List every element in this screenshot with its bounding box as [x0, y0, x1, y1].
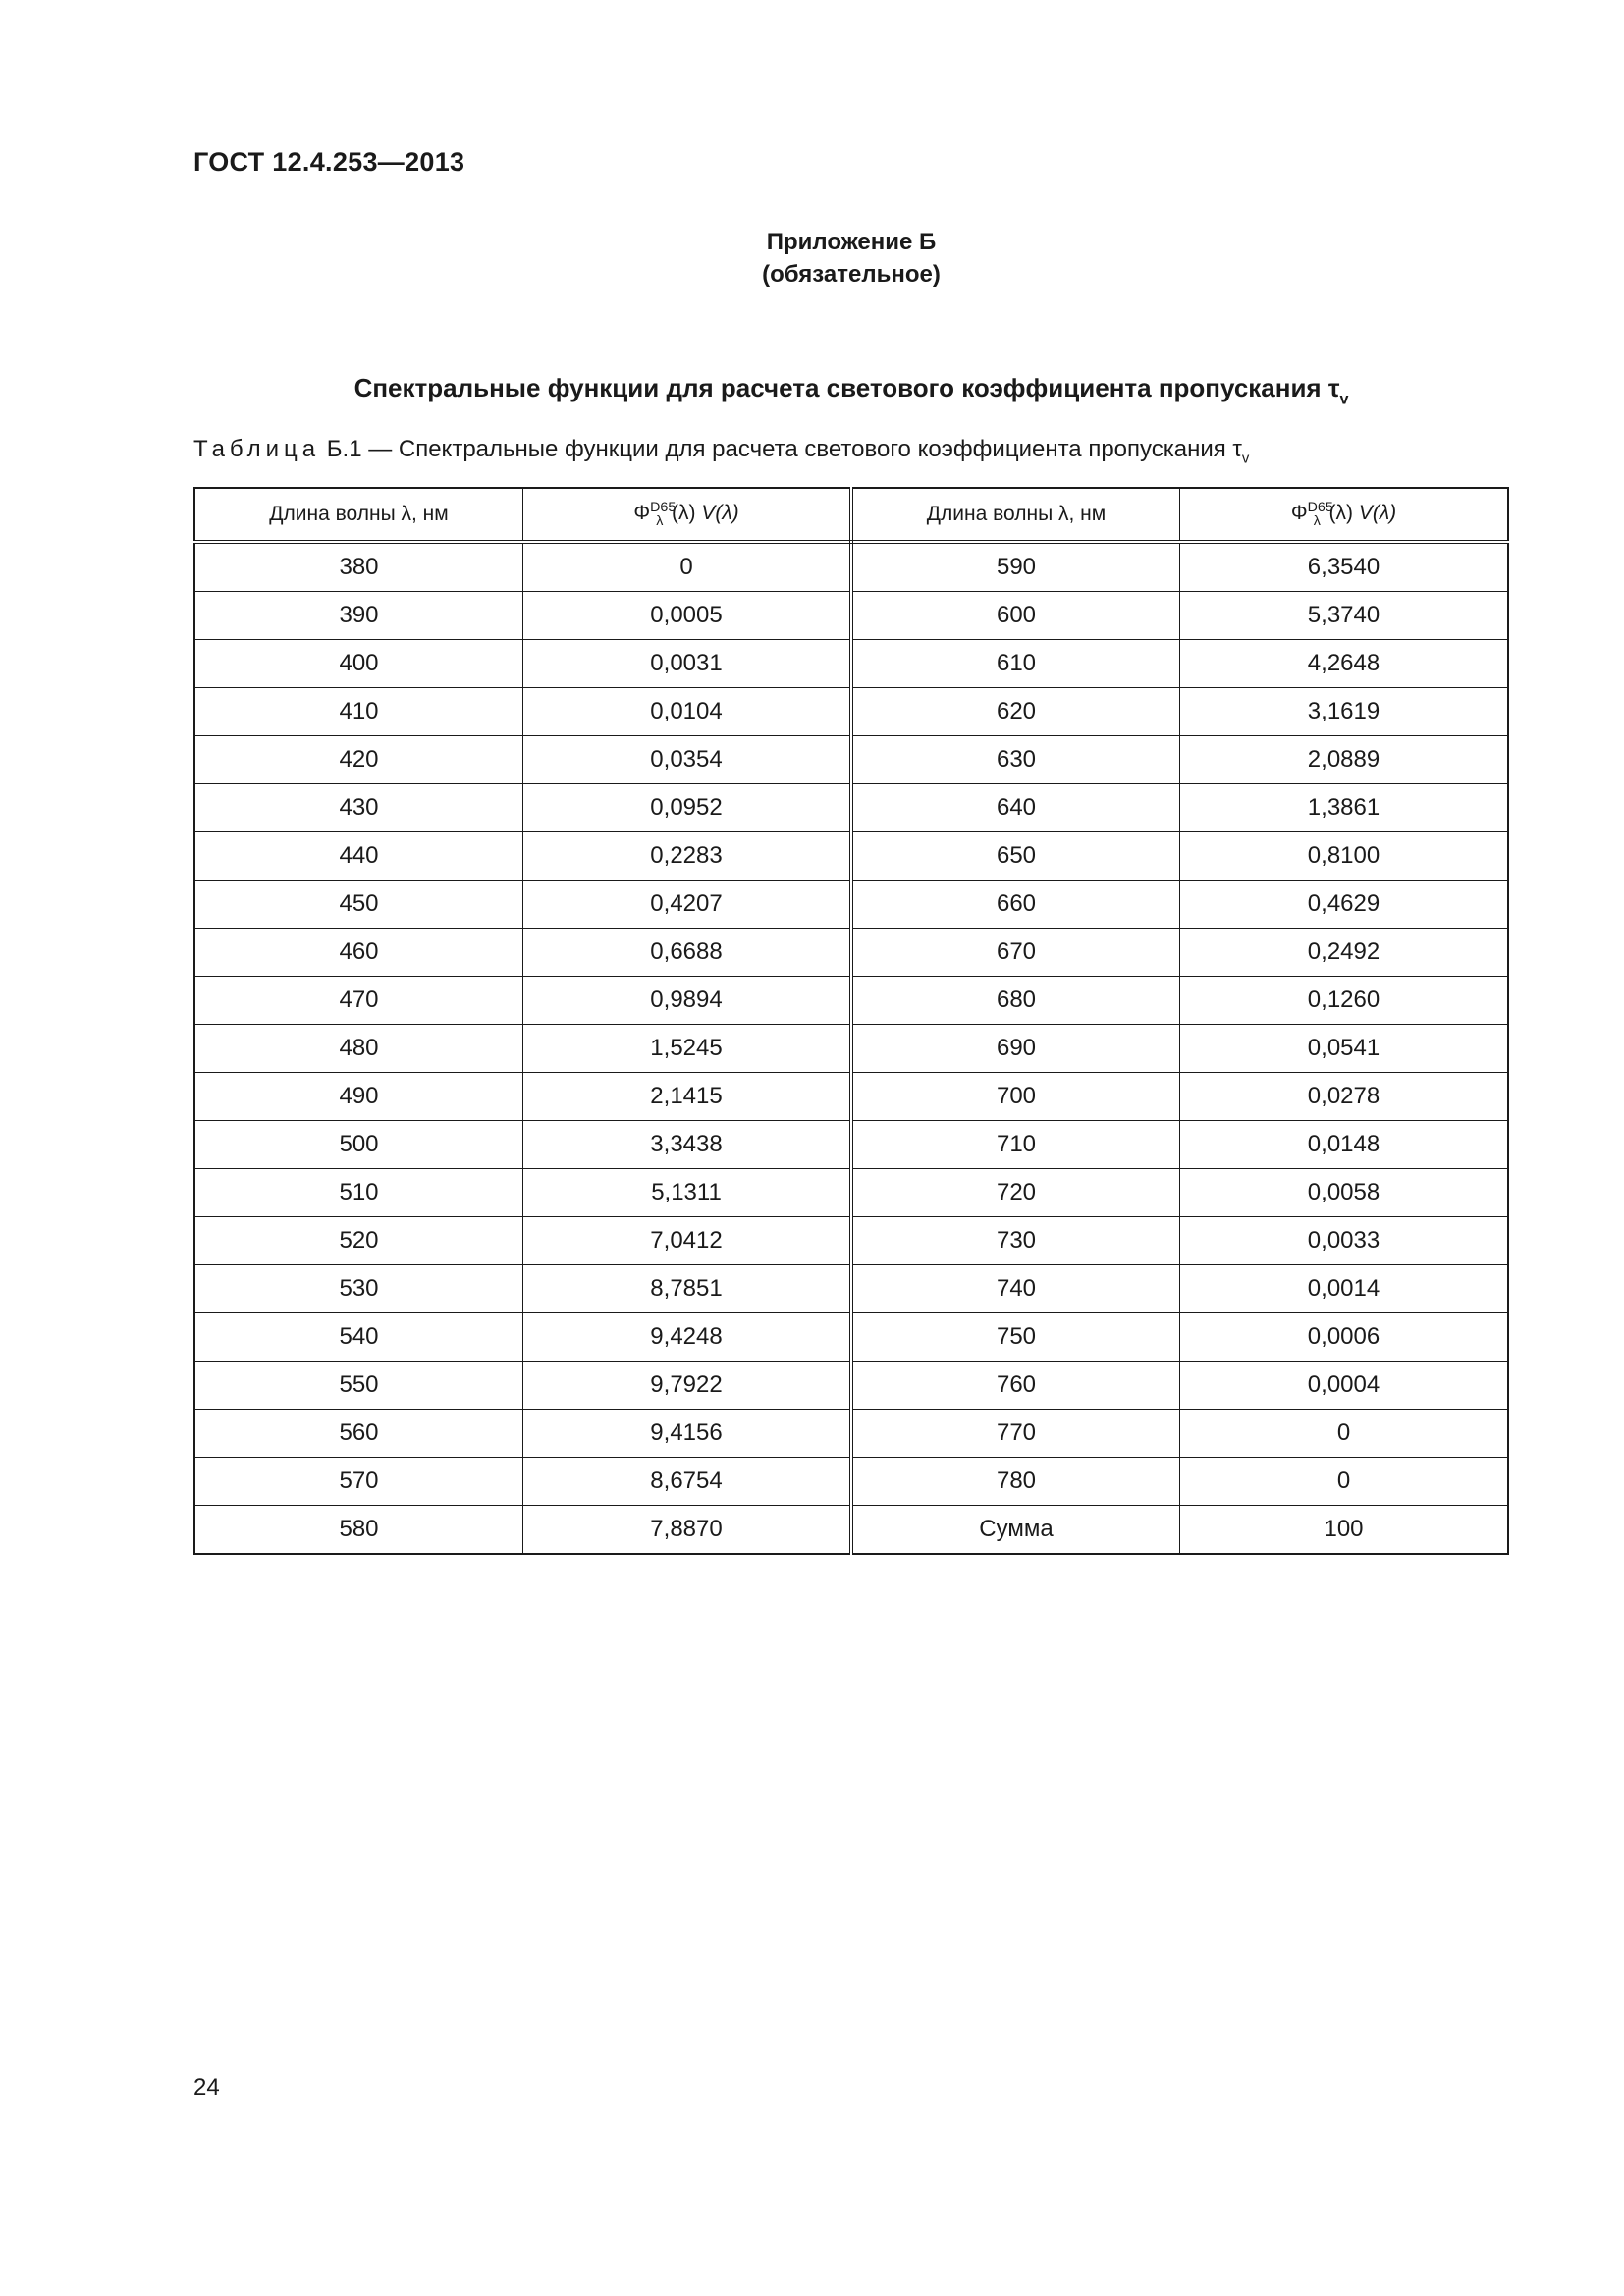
table-cell: 440: [194, 832, 523, 881]
table-cell: 0,0006: [1180, 1313, 1509, 1362]
table-caption-number: Б.1: [326, 436, 362, 462]
table-cell: 680: [851, 977, 1180, 1025]
table-cell: 450: [194, 881, 523, 929]
table-cell: 7,0412: [523, 1217, 852, 1265]
table-cell: 0: [1180, 1410, 1509, 1458]
table-caption-prefix: Таблица: [193, 436, 321, 462]
section-title: [0, 373, 1624, 408]
table-cell: 780: [851, 1458, 1180, 1506]
func-sup: D65: [650, 500, 677, 516]
header-function: [523, 488, 852, 542]
table-row: [194, 1410, 1508, 1458]
table-cell: 660: [851, 881, 1180, 929]
table-cell: 600: [851, 592, 1180, 640]
table-cell: 9,4156: [523, 1410, 852, 1458]
table-row: [194, 1073, 1508, 1121]
table-cell: 0,2283: [523, 832, 852, 881]
table-cell: 650: [851, 832, 1180, 881]
table-cell: 730: [851, 1217, 1180, 1265]
table-cell: 540: [194, 1313, 523, 1362]
table-row: [194, 1217, 1508, 1265]
table-cell: 0,6688: [523, 929, 852, 977]
section-title-text: Спектральные функции для расчета светового коэффициента пропускания τ: [353, 373, 1340, 402]
func-arg: (λ): [671, 502, 702, 525]
table-cell: 610: [851, 640, 1180, 688]
func-sub-2: λ: [1313, 512, 1321, 529]
table-cell: 510: [194, 1169, 523, 1217]
table-cell: 420: [194, 736, 523, 784]
table-cell: 590: [851, 542, 1180, 592]
table-cell: 3,1619: [1180, 688, 1509, 736]
table-cell: 4,2648: [1180, 640, 1509, 688]
table-cell: 0,0033: [1180, 1217, 1509, 1265]
table-row: [194, 1506, 1508, 1555]
table-row: [194, 1169, 1508, 1217]
table-cell: 560: [194, 1410, 523, 1458]
table-cell: 770: [851, 1410, 1180, 1458]
table-row: [194, 688, 1508, 736]
func-arg-2: (λ): [1328, 502, 1359, 525]
func-v: V(λ): [701, 502, 739, 525]
table-cell: 760: [851, 1362, 1180, 1410]
table-cell: 530: [194, 1265, 523, 1313]
table-body: [194, 542, 1508, 1554]
table-cell: 1,5245: [523, 1025, 852, 1073]
func-sup-2: D65: [1307, 500, 1333, 516]
table-row: [194, 1362, 1508, 1410]
table-cell: 0,0058: [1180, 1169, 1509, 1217]
header-wavelength-2: Длина волны λ, нм: [851, 488, 1180, 542]
table-cell: 0,2492: [1180, 929, 1509, 977]
table-cell: 2,1415: [523, 1073, 852, 1121]
table-cell: 630: [851, 736, 1180, 784]
table-cell: 720: [851, 1169, 1180, 1217]
table-cell: 400: [194, 640, 523, 688]
table-cell: 0: [1180, 1458, 1509, 1506]
table-row: [194, 1121, 1508, 1169]
table-row: [194, 1025, 1508, 1073]
table-row: [194, 1313, 1508, 1362]
table-row: [194, 1458, 1508, 1506]
page-number: 24: [193, 2074, 220, 2101]
table-cell: 710: [851, 1121, 1180, 1169]
table-cell: 700: [851, 1073, 1180, 1121]
appendix-heading: [0, 226, 1624, 291]
table-cell: 550: [194, 1362, 523, 1410]
table-cell: 6,3540: [1180, 542, 1509, 592]
table-cell: 0,0004: [1180, 1362, 1509, 1410]
table-cell: 390: [194, 592, 523, 640]
table-row: [194, 784, 1508, 832]
table-row: [194, 881, 1508, 929]
table-cell: 8,7851: [523, 1265, 852, 1313]
table-cell: 0,9894: [523, 977, 852, 1025]
table-row: [194, 1265, 1508, 1313]
table-cell: 520: [194, 1217, 523, 1265]
table-row: [194, 929, 1508, 977]
table-cell: 9,7922: [523, 1362, 852, 1410]
table-row: [194, 736, 1508, 784]
table-cell: 100: [1180, 1506, 1509, 1555]
document-code: ГОСТ 12.4.253—2013: [193, 147, 465, 177]
table-cell: 490: [194, 1073, 523, 1121]
table-cell: Сумма: [851, 1506, 1180, 1555]
func-v-2: V(λ): [1358, 502, 1397, 525]
table-cell: 0,0354: [523, 736, 852, 784]
table-cell: 0,0014: [1180, 1265, 1509, 1313]
table-cell: 3,3438: [523, 1121, 852, 1169]
table-cell: 9,4248: [523, 1313, 852, 1362]
table-cell: 0,0148: [1180, 1121, 1509, 1169]
table-cell: 0,0005: [523, 592, 852, 640]
table-cell: 580: [194, 1506, 523, 1555]
table-row: [194, 542, 1508, 592]
table-cell: 570: [194, 1458, 523, 1506]
table-cell: 460: [194, 929, 523, 977]
table-cell: 1,3861: [1180, 784, 1509, 832]
table-cell: 0: [523, 542, 852, 592]
table-cell: 430: [194, 784, 523, 832]
table-cell: 740: [851, 1265, 1180, 1313]
table-cell: 620: [851, 688, 1180, 736]
table-cell: 5,3740: [1180, 592, 1509, 640]
table-row: [194, 977, 1508, 1025]
table-row: [194, 832, 1508, 881]
table-cell: 640: [851, 784, 1180, 832]
table-cell: 0,0104: [523, 688, 852, 736]
spectral-functions-table: [193, 487, 1509, 1555]
table-cell: 470: [194, 977, 523, 1025]
table-cell: 7,8870: [523, 1506, 852, 1555]
table-cell: 5,1311: [523, 1169, 852, 1217]
appendix-title: Приложение Б: [766, 229, 937, 255]
table-row: [194, 592, 1508, 640]
func-base: Φ: [633, 502, 651, 525]
header-wavelength: Длина волны λ, нм: [194, 488, 523, 542]
table-cell: 380: [194, 542, 523, 592]
func-base-2: Φ: [1290, 502, 1308, 525]
func-sub: λ: [656, 512, 664, 529]
table-cell: 670: [851, 929, 1180, 977]
header-function-2: [1180, 488, 1509, 542]
table-cell: 0,4629: [1180, 881, 1509, 929]
table-cell: 8,6754: [523, 1458, 852, 1506]
table-cell: 500: [194, 1121, 523, 1169]
table-cell: 410: [194, 688, 523, 736]
section-title-subscript: v: [1339, 390, 1349, 408]
table-cell: 0,0541: [1180, 1025, 1509, 1073]
table-cell: 2,0889: [1180, 736, 1509, 784]
appendix-status: (обязательное): [762, 261, 941, 288]
table-cell: 0,1260: [1180, 977, 1509, 1025]
table-cell: 0,8100: [1180, 832, 1509, 881]
table-header-row: [194, 488, 1508, 542]
table-cell: 0,0278: [1180, 1073, 1509, 1121]
table-cell: 750: [851, 1313, 1180, 1362]
table-row: [194, 640, 1508, 688]
table-caption-subscript: v: [1241, 451, 1250, 467]
table-cell: 0,0031: [523, 640, 852, 688]
table-cell: 0,0952: [523, 784, 852, 832]
table-caption-text: — Спектральные функции для расчета светового коэффициента пропускания τ: [361, 436, 1242, 462]
table-cell: 690: [851, 1025, 1180, 1073]
table-caption: [193, 436, 1249, 467]
table-cell: 480: [194, 1025, 523, 1073]
table-cell: 0,4207: [523, 881, 852, 929]
